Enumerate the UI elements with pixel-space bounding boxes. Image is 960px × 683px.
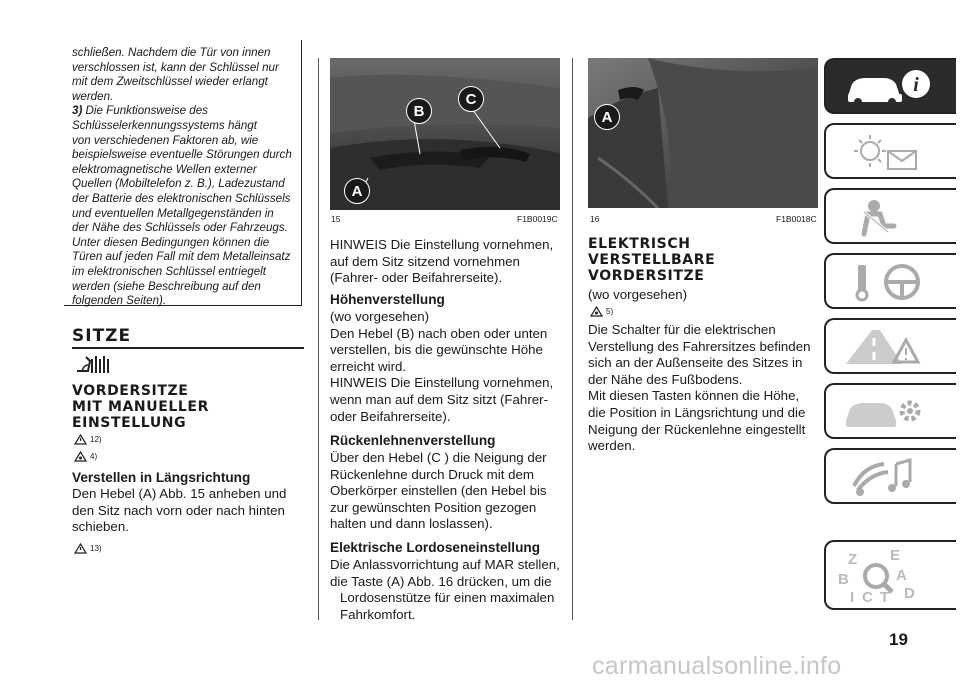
tab-multimedia[interactable] [824, 448, 956, 504]
heading-line: VERSTELLBARE [588, 252, 716, 268]
body-longitudinal [72, 486, 308, 536]
note-text [64, 40, 301, 309]
body-line: Lordosenstütze für einen maximalen [340, 590, 555, 606]
column-divider [572, 58, 573, 620]
body-line: Neigung der Rückenlehne eingestellt [588, 421, 806, 437]
warning-ref-number: 12) [90, 435, 102, 444]
index-letters-icon [834, 546, 930, 606]
caution-ref [74, 451, 97, 462]
key-steering-icon [844, 261, 934, 303]
body-line: (wo vorgesehen) [330, 309, 430, 324]
note-line: von verschiedenen Faktoren ab, wie [72, 133, 259, 147]
note-line: im elektronischen Schlüssel entriegelt [72, 264, 266, 278]
note-hinweis-1 [330, 237, 566, 287]
tab-lights-warnings[interactable] [824, 123, 956, 179]
body-line: sich an der Außenseite des Sitzes in [588, 355, 803, 371]
note-line: schließen. Nachdem die Tür von innen [72, 46, 271, 59]
note-line: elektromagnetische Wellen externer [72, 162, 257, 176]
body-line: erreicht wird. [330, 358, 407, 374]
body-line: verstellen, bis die gewünschte Höhe [330, 342, 543, 358]
svg-text:i: i [913, 74, 919, 96]
body-lumbar [330, 557, 566, 623]
note-line: der Nähe des Schlüssels oder Fahrzeugs. [72, 221, 288, 235]
body-backrest [330, 450, 566, 533]
note-line: beispielsweise eventuelle Störungen durch [72, 148, 292, 162]
figure-16-photo [588, 58, 818, 208]
body-line: Mit diesen Tasten können die Höhe, [588, 388, 800, 404]
availability-note: (wo vorgesehen) [588, 287, 688, 302]
index-letter: I [850, 589, 855, 606]
callout-a: A [594, 104, 620, 130]
body-line: Verstellung des Fahrersitzes befinden [588, 338, 811, 354]
warning-triangle-icon [74, 543, 87, 554]
body-line: werden. [588, 438, 636, 454]
subheading-backrest: Rückenlehnenverstellung [330, 433, 496, 448]
body-line: wenn man auf dem Sitz sitzt (Fahrer- [330, 391, 548, 407]
figure-15-code: F1B0019C [517, 214, 558, 224]
note-line: folgenden Seiten). [72, 294, 167, 308]
figure-15-photo [330, 58, 560, 210]
body-line: die Position in Längsrichtung und die [588, 404, 806, 420]
note-box [64, 40, 302, 306]
body-line: Fahrkomfort. [340, 606, 416, 622]
heading-line: VORDERSITZE [588, 268, 705, 284]
body-line: Den Hebel (A) Abb. 15 anheben und [72, 486, 287, 501]
section-heading-manual-seats [72, 383, 209, 431]
seat-belt-icon [74, 353, 118, 375]
figure-16-code: F1B0018C [776, 214, 817, 224]
note-line: Quellen (Mobiltelefon z. B.), Ladezustand [72, 177, 285, 191]
note-line: verschlossen ist, kann der Schlüssel nur [72, 60, 279, 74]
body-line: Die Anlassvorrichtung auf MAR stellen, [330, 557, 560, 572]
note-first-line: Die Funktionsweise des [85, 104, 208, 118]
subheading-longitudinal: Verstellen in Längsrichtung [72, 470, 251, 485]
body-line: Rückenlehne durch Druck mit dem [330, 466, 534, 482]
caution-ref-number: 4) [90, 452, 98, 461]
heading-line: ELEKTRISCH [588, 236, 691, 252]
body-line: der Nähe des Fußbodens. [588, 371, 743, 387]
warning-ref [74, 543, 102, 554]
index-letter: C [862, 589, 873, 606]
car-maintenance-icon [844, 391, 934, 433]
body-line: zur gewünschten Position gezogen [330, 499, 537, 515]
note-number: 3) [72, 104, 83, 118]
tab-starting-driving[interactable] [824, 253, 956, 309]
road-emergency-icon [844, 326, 934, 368]
index-letter: D [904, 585, 915, 602]
multimedia-icon [844, 456, 934, 498]
index-letter: E [890, 547, 901, 564]
tab-emergency[interactable] [824, 318, 956, 374]
warning-ref [74, 434, 102, 445]
tab-index[interactable] [824, 540, 956, 610]
index-letter: A [896, 567, 907, 584]
note-line: und eventuellen Metallgegenständen in [72, 206, 274, 220]
body-height [330, 309, 566, 425]
body-line: Den Hebel (B) nach oben oder unten [330, 325, 548, 341]
body-line: Die Schalter für die elektrischen [588, 322, 776, 337]
index-letter: T [880, 589, 890, 606]
body-line: die Taste (A) Abb. 16 drücken, um die [330, 573, 552, 589]
figure-15-number: 15 [331, 214, 341, 224]
note-line: Türen auf jeden Fall mit dem Metalleinsatz [72, 250, 291, 264]
note-line: mit dem Zweitschlüssel wieder erlangt [72, 75, 268, 89]
body-line: HINWEIS Die Einstellung vornehmen, [330, 375, 554, 391]
body-line: HINWEIS Die Einstellung vornehmen, [330, 237, 554, 252]
warning-triangle-icon [74, 434, 87, 445]
index-letter: B [838, 571, 849, 588]
heading-line: MIT MANUELLER [72, 399, 209, 415]
body-line: Über den Hebel (C ) die Neigung der [330, 450, 547, 465]
airbag-safety-icon [844, 196, 934, 238]
note-line: werden (siehe Beschreibung auf den [72, 279, 261, 293]
callout-b: B [406, 98, 432, 124]
figure-16-number: 16 [590, 214, 600, 224]
callout-c: C [458, 86, 484, 112]
title-rule [72, 347, 304, 349]
body-line: Oberkörper einstellen (den Hebel bis [330, 483, 547, 499]
body-line: halten und dann loslassen). [330, 516, 493, 532]
subheading-height: Höhenverstellung [330, 292, 445, 307]
note-line [72, 104, 295, 119]
caution-drop-icon [590, 306, 603, 317]
heading-line: EINSTELLUNG [72, 415, 187, 431]
index-letter: Z [848, 551, 858, 568]
watermark: carmanualsonline.info [592, 652, 842, 680]
callout-a: A [344, 178, 370, 204]
warning-ref-number: 13) [90, 544, 102, 553]
caution-ref-number: 5) [606, 307, 614, 316]
column-divider [318, 58, 319, 620]
note-line: werden. [72, 89, 114, 103]
caution-ref [590, 306, 613, 317]
caution-drop-icon [74, 451, 87, 462]
tab-maintenance[interactable] [824, 383, 956, 439]
note-line: Schlüsselerkennungssystems hängt [72, 118, 257, 132]
note-line: Unter diesen Bedingungen können die [72, 235, 270, 249]
body-line: den Sitz nach vorn oder nach hinten [72, 502, 285, 518]
tab-safety[interactable] [824, 188, 956, 244]
page-number: 19 [889, 630, 908, 649]
body-line: schieben. [72, 519, 129, 535]
tab-car-info[interactable] [824, 58, 956, 114]
note-line: der Batterie des elektronischen Schlüssels [72, 191, 291, 205]
body-line: auf dem Sitz sitzend vornehmen [330, 253, 520, 269]
body-electric-seats [588, 322, 824, 455]
subheading-lumbar: Elektrische Lordoseneinstellung [330, 540, 540, 555]
lumbar-switch-illustration [588, 58, 818, 208]
chapter-title: SITZE [72, 326, 132, 346]
car-info-icon [844, 66, 934, 108]
body-line: (Fahrer- oder Beifahrerseite). [330, 270, 503, 286]
heading-line: VORDERSITZE [72, 383, 189, 399]
body-line: oder Beifahrerseite). [330, 408, 451, 424]
section-heading-electric-seats [588, 236, 715, 284]
lights-warning-icon [844, 131, 934, 173]
